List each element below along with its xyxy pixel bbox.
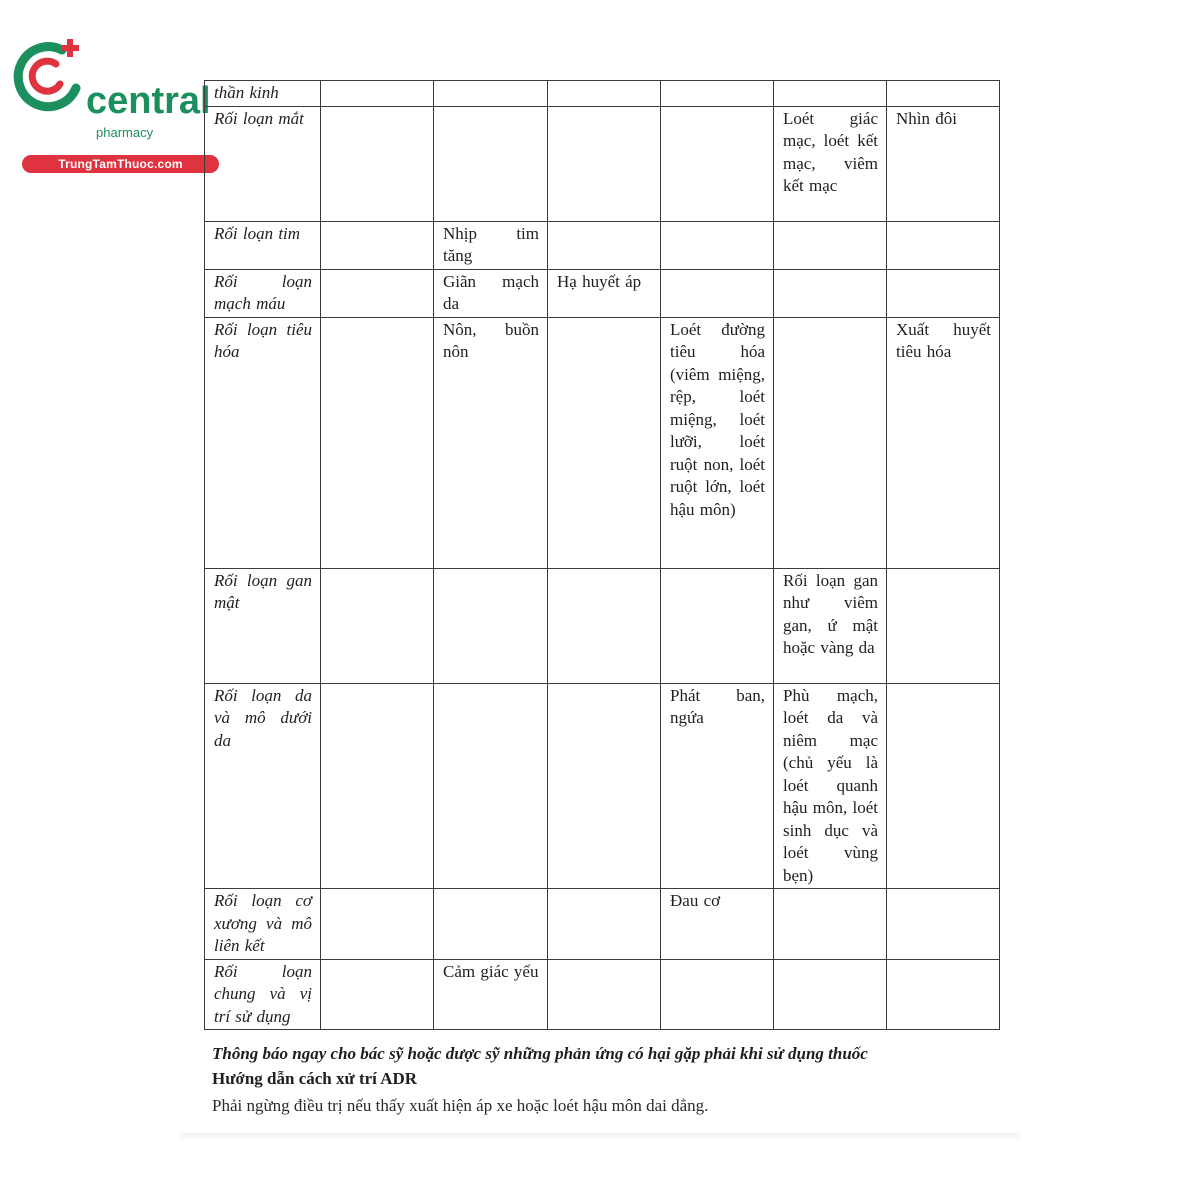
table-cell: [321, 221, 434, 269]
table-cell: [434, 889, 548, 960]
adr-guide-heading: Hướng dẫn cách xử trí ADR: [212, 1069, 418, 1088]
adr-notice: Thông báo ngay cho bác sỹ hoặc dược sỹ những phản ứng có hại gặp phải khi sử dụng thuốc: [212, 1044, 868, 1063]
table-cell: [321, 269, 434, 317]
table-cell: [548, 889, 661, 960]
table-cell: [321, 683, 434, 889]
organ-cell: thần kinh: [205, 81, 321, 107]
table-cell: [434, 568, 548, 683]
table-row: [205, 889, 1000, 960]
table-cell: [887, 683, 1000, 889]
table-cell: Nôn, buồn nôn: [434, 317, 548, 568]
table-row: [205, 568, 1000, 683]
table-cell: [434, 81, 548, 107]
table-cell: [548, 106, 661, 221]
table-cell: [434, 106, 548, 221]
table-cell: [887, 269, 1000, 317]
table-cell: [774, 959, 887, 1030]
table-cell: Giãn mạch da: [434, 269, 548, 317]
organ-cell: Rối loạn mạch máu: [205, 269, 321, 317]
table-cell: [774, 269, 887, 317]
table-cell: [887, 81, 1000, 107]
table-cell: [434, 683, 548, 889]
table-cell: [321, 106, 434, 221]
adr-table: [204, 80, 1000, 1030]
organ-cell: Rối loạn tiêu hóa: [205, 317, 321, 568]
central-pharmacy-logo[interactable]: [10, 38, 215, 171]
table-cell: Phát ban, ngứa: [661, 683, 774, 889]
adr-guide-text: Phải ngừng điều trị nếu thấy xuất hiện áp xe hoặc loét hậu môn dai dẳng.: [212, 1096, 709, 1115]
table-row: [205, 683, 1000, 889]
table-cell: Nhìn đôi: [887, 106, 1000, 221]
brand-website[interactable]: TrungTamThuoc.com: [22, 155, 219, 173]
table-cell: [774, 317, 887, 568]
table-row: [205, 106, 1000, 221]
table-cell: [548, 568, 661, 683]
brand-name: central: [86, 80, 211, 122]
table-cell: Xuất huyết tiêu hóa: [887, 317, 1000, 568]
table-cell: [661, 269, 774, 317]
brand-subtitle: pharmacy: [96, 125, 154, 140]
table-cell: [321, 81, 434, 107]
table-cell: [548, 959, 661, 1030]
table-cell: [548, 81, 661, 107]
organ-cell: Rối loạn mắt: [205, 106, 321, 221]
table-cell: Phù mạch, loét da và niêm mạc (chủ yếu là loét quanh hậu môn, loét sinh dục và loét vùng bẹn): [774, 683, 887, 889]
organ-cell: Rối loạn tim: [205, 221, 321, 269]
table-cell: [321, 568, 434, 683]
table-row: [205, 959, 1000, 1030]
table-cell: [774, 889, 887, 960]
table-cell: [661, 959, 774, 1030]
scan-edge: [180, 1133, 1020, 1139]
table-cell: [887, 889, 1000, 960]
table-row: [205, 317, 1000, 568]
table-cell: Đau cơ: [661, 889, 774, 960]
table-cell: [321, 317, 434, 568]
central-pharmacy-logo-icon: [10, 38, 90, 113]
organ-cell: Rối loạn cơ xương và mô liên kết: [205, 889, 321, 960]
organ-cell: Rối loạn gan mật: [205, 568, 321, 683]
table-cell: Loét giác mạc, loét kết mạc, viêm kết mạc: [774, 106, 887, 221]
table-cell: [548, 221, 661, 269]
table-cell: Rối loạn gan như viêm gan, ứ mật hoặc vàng da: [774, 568, 887, 683]
table-cell: [661, 221, 774, 269]
table-cell: [887, 959, 1000, 1030]
table-cell: [661, 81, 774, 107]
table-cell: [661, 106, 774, 221]
table-cell: [887, 568, 1000, 683]
table-cell: [774, 221, 887, 269]
table-cell: Loét đường tiêu hóa (viêm miệng, rệp, loét miệng, loét lưỡi, loét ruột non, loét ruột lớn, loét hậu môn): [661, 317, 774, 568]
table-cell: [548, 683, 661, 889]
table-cell: Hạ huyết áp: [548, 269, 661, 317]
table-row: [205, 269, 1000, 317]
table-cell: Nhịp tim tăng: [434, 221, 548, 269]
organ-cell: Rối loạn da và mô dưới da: [205, 683, 321, 889]
organ-cell: Rối loạn chung và vị trí sử dụng: [205, 959, 321, 1030]
table-cell: [661, 568, 774, 683]
table-cell: [321, 959, 434, 1030]
table-row: [205, 221, 1000, 269]
table-cell: [887, 221, 1000, 269]
table-cell: [548, 317, 661, 568]
table-cell: [321, 889, 434, 960]
table-cell: [774, 81, 887, 107]
table-row: [205, 81, 1000, 107]
table-cell: Cảm giác yếu: [434, 959, 548, 1030]
